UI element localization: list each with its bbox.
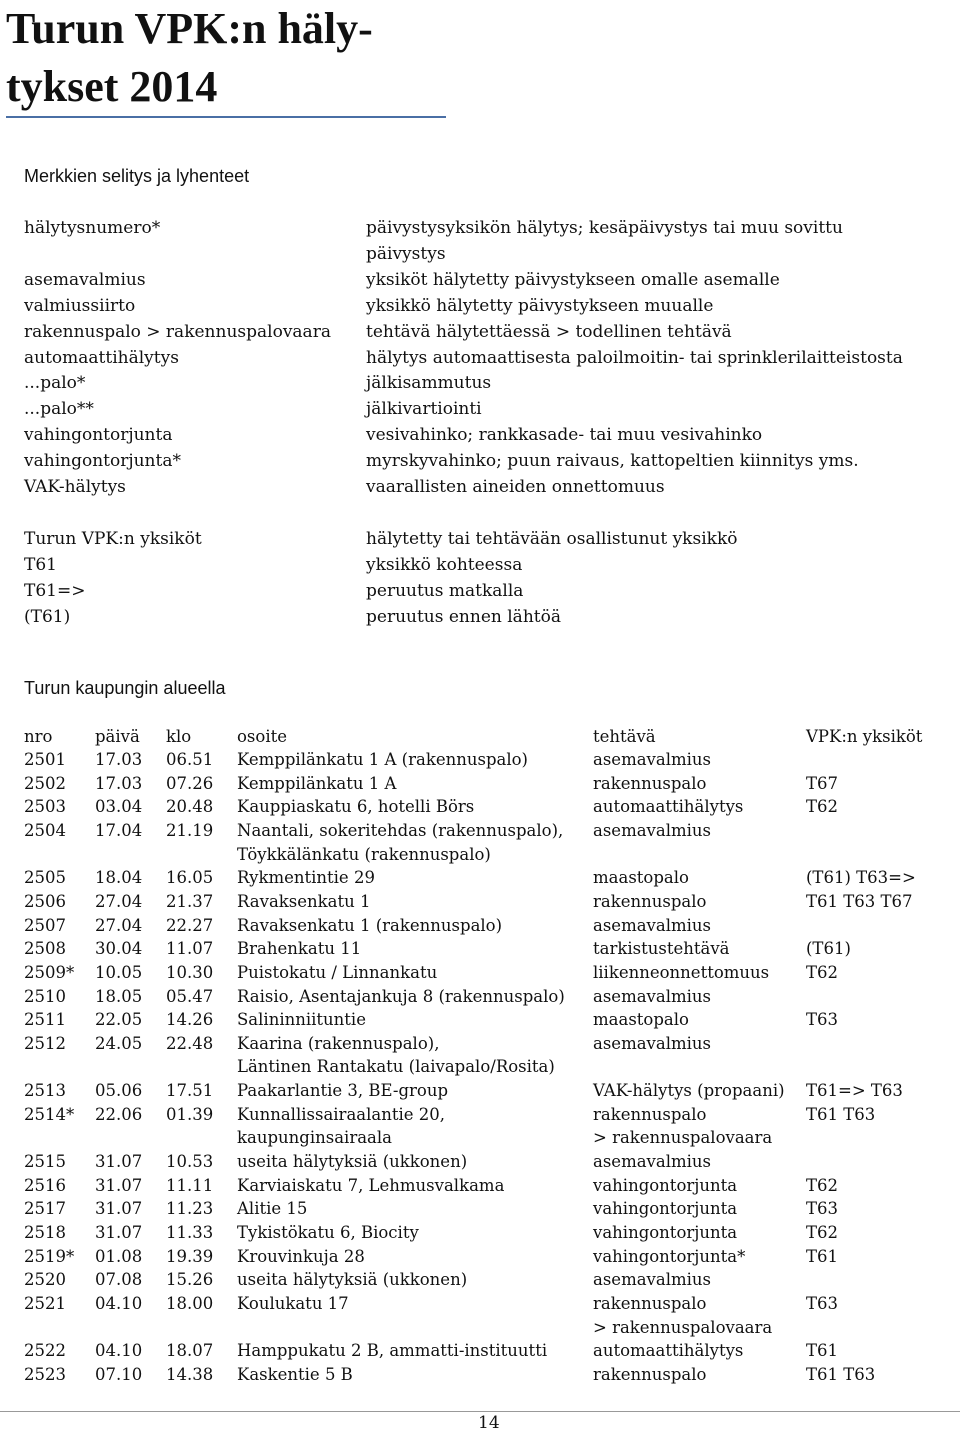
- cell-time: 05.47: [166, 986, 214, 1006]
- cell-time: 21.37: [166, 891, 214, 911]
- cell-time: 01.39: [166, 1104, 214, 1124]
- cell-units: T61: [806, 1246, 839, 1266]
- cell-nro: 2510: [24, 986, 66, 1006]
- column-header-nro: nro: [24, 727, 53, 746]
- legend-heading: Merkkien selitys ja lyhenteet: [24, 166, 250, 186]
- legend-term: valmiussiirto: [24, 295, 136, 316]
- cell-units: T63: [806, 1010, 839, 1030]
- cell-units: T61: [806, 1341, 839, 1361]
- cell-time: 19.39: [166, 1246, 214, 1266]
- cell-date: 17.03: [95, 773, 143, 793]
- cell-nro: 2511: [24, 1010, 66, 1030]
- cell-time: 07.26: [166, 773, 214, 793]
- cell-units: T62: [806, 797, 839, 817]
- cell-units: T61 T63: [806, 1364, 876, 1384]
- cell-date: 04.10: [95, 1293, 143, 1313]
- cell-nro: 2502: [24, 773, 66, 793]
- cell-nro: 2505: [24, 868, 66, 888]
- cell-nro: 2504: [24, 820, 66, 840]
- cell-nro: 2507: [24, 915, 66, 935]
- cell-task: rakennuspalo: [593, 773, 707, 793]
- legend-description: vesivahinko; rankkasade- tai muu vesivahinko: [366, 425, 763, 446]
- cell-time: 10.53: [166, 1152, 214, 1172]
- cell-units: T61 T63 T67: [806, 891, 913, 911]
- legend-description: peruutus ennen lähtöä: [366, 606, 561, 627]
- cell-time: 16.05: [166, 868, 214, 888]
- cell-address: Kemppilänkatu 1 A (rakennuspalo): [237, 750, 528, 769]
- cell-address: Ravaksenkatu 1 (rakennuspalo): [237, 915, 503, 935]
- cell-units: T62: [806, 962, 839, 982]
- cell-nro: 2512: [24, 1033, 66, 1053]
- legend-term: VAK-hälytys: [24, 477, 126, 497]
- cell-units: T62: [806, 1223, 839, 1242]
- cell-task: asemavalmius: [593, 986, 712, 1006]
- cell-time: 14.26: [166, 1010, 214, 1030]
- legend-term: T61: [24, 554, 57, 575]
- cell-task: rakennuspalo: [593, 891, 707, 911]
- cell-task: maastopalo: [593, 868, 689, 888]
- cell-address: Rykmentintie 29: [237, 868, 375, 888]
- cell-address: Koulukatu 17: [237, 1293, 349, 1313]
- page-title-line-1: Turun VPK:n häly-: [6, 4, 373, 53]
- cell-nro: 2506: [24, 891, 66, 911]
- cell-task: rakennuspalo: [593, 1364, 707, 1384]
- cell-date: 17.03: [95, 750, 143, 769]
- legend-description: tehtävä hälytettäessä > todellinen tehtävä: [366, 321, 732, 342]
- legend-description: yksikkö hälytetty päivystykseen muualle: [366, 295, 714, 316]
- cell-nro: 2508: [24, 939, 66, 959]
- cell-date: 07.10: [95, 1364, 143, 1384]
- legend-description: myrskyvahinko; puun raivaus, kattopeltien kiinnitys yms.: [366, 451, 859, 472]
- cell-task: liikenneonnettomuus: [593, 962, 770, 982]
- cell-address: Ravaksenkatu 1: [237, 891, 371, 911]
- cell-address: Töykkälänkatu (rakennuspalo): [237, 844, 491, 864]
- legend-description: peruutus matkalla: [366, 580, 524, 601]
- cell-nro: 2515: [24, 1152, 66, 1172]
- cell-task: asemavalmius: [593, 750, 712, 769]
- cell-units: T61 T63: [806, 1104, 876, 1124]
- cell-nro: 2518: [24, 1223, 66, 1242]
- cell-date: 04.10: [95, 1341, 143, 1361]
- cell-time: 22.48: [166, 1033, 214, 1053]
- cell-task: rakennuspalo: [593, 1104, 707, 1124]
- legend-term: ...palo*: [24, 373, 86, 394]
- cell-task: vahingontorjunta*: [593, 1246, 746, 1266]
- cell-task: rakennuspalo: [593, 1293, 707, 1313]
- cell-address: Kaskentie 5 B: [237, 1364, 353, 1384]
- cell-units: T63: [806, 1293, 839, 1313]
- cell-time: 11.07: [166, 939, 214, 959]
- cell-time: 06.51: [166, 750, 214, 769]
- cell-time: 10.30: [166, 962, 214, 982]
- cell-date: 27.04: [95, 915, 143, 935]
- cell-task: asemavalmius: [593, 1033, 712, 1053]
- cell-nro: 2520: [24, 1270, 66, 1290]
- cell-address: Tykistökatu 6, Biocity: [237, 1223, 419, 1242]
- footer-divider: [0, 1411, 960, 1412]
- cell-task: asemavalmius: [593, 1270, 712, 1290]
- cell-nro: 2523: [24, 1364, 66, 1384]
- legend-term: asemavalmius: [24, 269, 146, 290]
- cell-time: 18.00: [166, 1293, 214, 1313]
- cell-time: 11.11: [166, 1175, 214, 1195]
- cell-units: T63: [806, 1199, 839, 1219]
- legend-term: ...palo**: [24, 399, 94, 420]
- column-header-date: päivä: [95, 727, 140, 746]
- cell-nro: 2501: [24, 750, 66, 769]
- page-title: [6, 0, 446, 118]
- cell-address: Kemppilänkatu 1 A: [237, 773, 397, 793]
- legend-term: (T61): [24, 606, 71, 627]
- cell-nro: 2514*: [24, 1104, 75, 1124]
- legend-term: Turun VPK:n yksiköt: [24, 528, 202, 549]
- cell-time: 20.48: [166, 797, 214, 817]
- cell-task: vahingontorjunta: [593, 1223, 738, 1242]
- cell-units: (T61): [806, 939, 851, 959]
- cell-address: Hamppukatu 2 B, ammatti-instituutti: [237, 1341, 548, 1361]
- cell-task: vahingontorjunta: [593, 1175, 738, 1195]
- cell-date: 07.08: [95, 1270, 143, 1290]
- legend-description: jälkivartiointi: [366, 399, 482, 420]
- page-title-line-2: tykset 2014: [6, 62, 218, 111]
- cell-date: 31.07: [95, 1175, 143, 1195]
- legend-description: yksikkö kohteessa: [366, 554, 523, 575]
- legend-description: päivystysyksikön hälytys; kesäpäivystys tai muu sovittu: [366, 218, 843, 238]
- cell-date: 31.07: [95, 1199, 143, 1219]
- legend-description: yksiköt hälytetty päivystykseen omalle asemalle: [366, 269, 780, 290]
- cell-units: T61=> T63: [806, 1081, 903, 1101]
- cell-date: 03.04: [95, 797, 143, 817]
- cell-address: Alitie 15: [237, 1199, 308, 1219]
- cell-units: T67: [806, 773, 839, 793]
- cell-address: Puistokatu / Linnankatu: [237, 962, 438, 982]
- cell-address: Naantali, sokeritehdas (rakennuspalo),: [237, 820, 564, 840]
- cell-address: Raisio, Asentajankuja 8 (rakennuspalo): [237, 986, 565, 1006]
- legend-description: hälytetty tai tehtävään osallistunut yksikkö: [366, 528, 738, 549]
- cell-time: 22.27: [166, 915, 214, 935]
- cell-nro: 2503: [24, 797, 66, 817]
- cell-address: Salininniituntie: [237, 1010, 366, 1030]
- legend-term: rakennuspalo > rakennuspalovaara: [24, 321, 331, 342]
- cell-address: Kunnallissairaalantie 20,: [237, 1104, 446, 1124]
- legend-term: vahingontorjunta*: [24, 451, 181, 472]
- cell-task: asemavalmius: [593, 820, 712, 840]
- legend-term: hälytysnumero*: [24, 218, 161, 238]
- cell-date: 18.04: [95, 868, 143, 888]
- cell-time: 18.07: [166, 1341, 214, 1361]
- cell-address: useita hälytyksiä (ukkonen): [237, 1152, 468, 1172]
- cell-nro: 2516: [24, 1175, 66, 1195]
- cell-time: 11.23: [166, 1199, 214, 1219]
- cell-date: 31.07: [95, 1152, 143, 1172]
- cell-address: Läntinen Rantakatu (laivapalo/Rosita): [237, 1057, 555, 1077]
- cell-time: 15.26: [166, 1270, 214, 1290]
- cell-date: 30.04: [95, 939, 143, 959]
- legend-term: T61=>: [24, 580, 86, 601]
- cell-address: Brahenkatu 11: [237, 939, 362, 959]
- cell-date: 22.05: [95, 1010, 143, 1030]
- cell-date: 24.05: [95, 1033, 143, 1053]
- cell-time: 17.51: [166, 1081, 214, 1101]
- cell-address: Paakarlantie 3, BE-group: [237, 1081, 449, 1101]
- column-header-units: VPK:n yksiköt: [806, 727, 923, 746]
- cell-address: useita hälytyksiä (ukkonen): [237, 1270, 468, 1290]
- cell-date: 18.05: [95, 986, 143, 1006]
- cell-date: 22.06: [95, 1104, 143, 1124]
- cell-task: maastopalo: [593, 1010, 689, 1030]
- cell-task: tarkistustehtävä: [593, 939, 730, 959]
- cell-nro: 2521: [24, 1293, 66, 1313]
- cell-address: Karviaiskatu 7, Lehmusvalkama: [237, 1175, 505, 1195]
- cell-task: VAK-hälytys (propaani): [593, 1081, 785, 1101]
- cell-date: 05.06: [95, 1081, 143, 1101]
- cell-units: T62: [806, 1175, 839, 1195]
- area-heading: Turun kaupungin alueella: [24, 678, 226, 698]
- cell-nro: 2517: [24, 1199, 66, 1219]
- cell-nro: 2522: [24, 1341, 66, 1361]
- legend-term: vahingontorjunta: [24, 425, 173, 446]
- column-header-time: klo: [166, 727, 192, 746]
- cell-time: 21.19: [166, 820, 214, 840]
- column-header-address: osoite: [237, 727, 288, 746]
- cell-address: kaupunginsairaala: [237, 1128, 393, 1148]
- cell-task: automaattihälytys: [593, 797, 744, 817]
- cell-date: 31.07: [95, 1223, 143, 1242]
- column-header-task: tehtävä: [593, 727, 656, 746]
- cell-units: (T61) T63=>: [806, 868, 916, 888]
- cell-nro: 2509*: [24, 962, 75, 982]
- cell-address: Kaarina (rakennuspalo),: [237, 1033, 440, 1053]
- legend-description: hälytys automaattisesta paloilmoitin- tai sprinklerilaitteistosta: [366, 347, 903, 368]
- cell-task: automaattihälytys: [593, 1341, 744, 1361]
- legend-description: vaarallisten aineiden onnettomuus: [366, 477, 665, 497]
- cell-nro: 2513: [24, 1081, 66, 1101]
- cell-date: 10.05: [95, 962, 143, 982]
- cell-address: Krouvinkuja 28: [237, 1246, 365, 1266]
- cell-task: asemavalmius: [593, 1152, 712, 1172]
- cell-date: 01.08: [95, 1246, 143, 1266]
- cell-date: 27.04: [95, 891, 143, 911]
- page-number: 14: [478, 1413, 500, 1433]
- cell-date: 17.04: [95, 820, 143, 840]
- cell-nro: 2519*: [24, 1246, 75, 1266]
- legend-description: jälkisammutus: [366, 373, 492, 394]
- legend-term: automaattihälytys: [24, 347, 179, 368]
- cell-task: > rakennuspalovaara: [593, 1317, 773, 1337]
- cell-time: 11.33: [166, 1223, 214, 1242]
- cell-task: asemavalmius: [593, 915, 712, 935]
- cell-address: Kauppiaskatu 6, hotelli Börs: [237, 797, 475, 817]
- cell-task: > rakennuspalovaara: [593, 1128, 773, 1148]
- cell-task: vahingontorjunta: [593, 1199, 738, 1219]
- cell-time: 14.38: [166, 1364, 214, 1384]
- legend-description: päivystys: [366, 243, 446, 264]
